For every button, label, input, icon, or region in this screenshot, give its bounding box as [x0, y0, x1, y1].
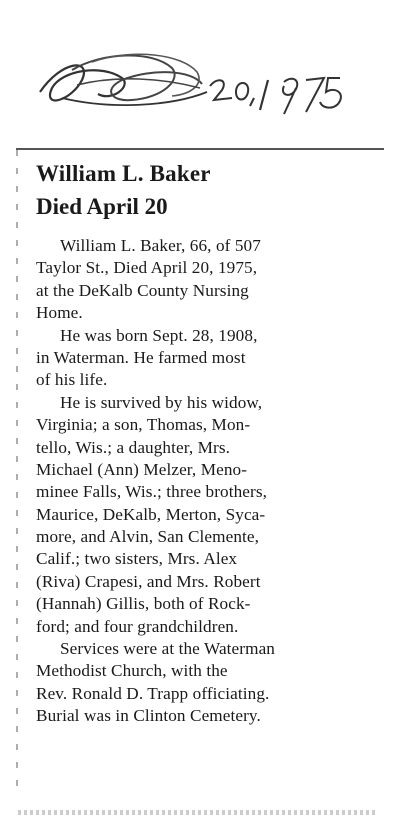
body-line: minee Falls, Wis.; three brothers, [36, 482, 268, 502]
body-line: Michael (Ann) Melzer, Meno- [36, 459, 248, 479]
body-line: in Waterman. He farmed most [36, 347, 246, 367]
handwritten-date-scribble [22, 40, 382, 130]
body-line: Burial was in Clinton Cemetery. [36, 706, 261, 726]
body-line: of his life. [36, 370, 108, 390]
clipping-left-edge [16, 150, 18, 790]
obituary-subhead: Died April 20 [36, 194, 168, 219]
body-line: (Hannah) Gillis, both of Rock- [36, 594, 251, 614]
body-line: Maurice, DeKalb, Merton, Syca- [36, 504, 266, 524]
obituary-headline: William L. Baker [36, 161, 211, 186]
clipping-bottom-edge [18, 810, 378, 815]
body-line: more, and Alvin, San Clemente, [36, 527, 260, 547]
obituary-body [36, 235, 372, 728]
body-line: Services were at the Waterman [60, 639, 275, 659]
handwritten-date [22, 40, 382, 130]
body-line: Virginia; a son, Thomas, Mon- [36, 415, 251, 435]
body-line: ford; and four grandchildren. [36, 616, 239, 636]
body-line: tello, Wis.; a daughter, Mrs. [36, 437, 231, 457]
body-line: He is survived by his widow, [60, 392, 263, 412]
body-line: Calif.; two sisters, Mrs. Alex [36, 549, 238, 569]
body-line: Rev. Ronald D. Trapp officiating. [36, 683, 270, 703]
body-line: Home. [36, 303, 83, 323]
body-line: Taylor St., Died April 20, 1975, [36, 258, 258, 278]
body-line: He was born Sept. 28, 1908, [60, 325, 258, 345]
body-line: Methodist Church, with the [36, 661, 228, 681]
body-line: at the DeKalb County Nursing [36, 280, 249, 300]
body-line: (Riva) Crapesi, and Mrs. Robert [36, 571, 261, 591]
body-line: William L. Baker, 66, of 507 [60, 236, 261, 255]
